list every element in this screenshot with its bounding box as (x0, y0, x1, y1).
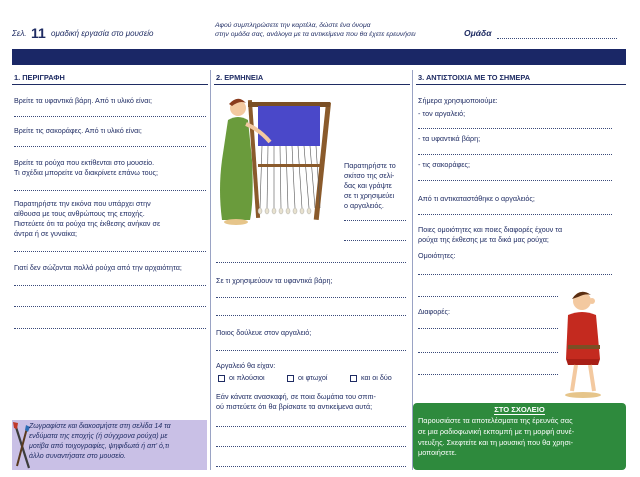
question-excavation (216, 392, 376, 412)
question-who-weaved: Ποιος δούλευε στον αργαλειό; (216, 328, 312, 337)
question-line: Εάν κάνατε ανασκαφή, σε ποια δωμάτια του σπιτι- (216, 392, 376, 401)
task-line: σε μια ραδιοφωνική εκπομπή με τη μορφή συνέ- (418, 426, 575, 436)
question-why-few-clothes: Γιατί δεν σώζονται πολλά ρούχα από την αρχαιότητα; (14, 263, 182, 272)
instruction-line: ο αργαλειός. (344, 201, 384, 210)
answer-line[interactable] (418, 214, 612, 215)
col2-heading: 2. ΕΡΜΗΝΕΙΑ (216, 73, 264, 82)
drawing-task-text (29, 422, 207, 462)
question-needles-material: Βρείτε τις σακοράφες. Από τι υλικό είναι; (14, 126, 142, 135)
answer-line[interactable] (216, 262, 406, 263)
similarities-label: Ομοιότητες: (418, 251, 456, 260)
answer-line[interactable] (418, 296, 558, 297)
question-line: Πιστεύετε ότι τα ρούχα της έκθεσης ανήκαν σε (14, 219, 161, 228)
today-item-loom: - τον αργαλειό; (418, 109, 466, 118)
answer-line[interactable] (344, 240, 406, 241)
question-men-women (14, 199, 160, 239)
answer-line[interactable] (14, 285, 206, 286)
answer-line[interactable] (418, 352, 558, 353)
sketch-instruction (344, 161, 396, 211)
option-both-label: και οι δύο (361, 373, 392, 382)
answer-line[interactable] (216, 426, 406, 427)
answer-line[interactable] (216, 350, 406, 351)
page-number: 11 (31, 25, 46, 41)
school-title-text: ΣΤΟ ΣΧΟΛΕΙΟ (494, 405, 545, 414)
answer-line[interactable] (14, 306, 206, 307)
answer-line[interactable] (14, 251, 206, 252)
question-loom-replaced: Από τι αντικαταστάθηκε ο αργαλειός; (418, 194, 535, 203)
answer-line[interactable] (216, 466, 406, 467)
school-task-text (418, 416, 624, 459)
question-weights-material: Βρείτε τα υφαντικά βάρη. Από τι υλικό είναι; (14, 96, 152, 105)
task-line: άλλο συναντήσατε στο μουσείο. (29, 453, 126, 460)
question-line: άντρα ή σε γυναίκα; (14, 229, 77, 238)
task-line: Ζωγραφίστε και διακοσμήστε στη σελίδα 14 τα (29, 423, 171, 430)
task-line: μοτίβα από τοιχογραφίες, ψηφιδωτά ή απ' ό,τι (29, 443, 170, 450)
instruction-line: στην ομάδα σας, ανάλογα με τα αντικείμενα που θα έχετε ερευνήσει (215, 30, 416, 38)
col3-rule (416, 84, 626, 85)
question-weights-use: Σε τι χρησιμεύουν τα υφαντικά βάρη; (216, 276, 333, 285)
answer-line[interactable] (14, 328, 206, 329)
header-bar (12, 49, 626, 65)
question-line: Παρατηρήστε την εικόνα που υπάρχει στην (14, 199, 151, 208)
option-both-checkbox[interactable] (350, 375, 357, 382)
today-item-needles: - τις σακοράφες; (418, 160, 470, 169)
question-similar-different (418, 225, 562, 245)
option-rich-label: οι πλούσιοι (229, 373, 265, 382)
instruction-line: σε τι χρησιμεύει (344, 191, 395, 200)
answer-line[interactable] (418, 274, 612, 275)
col3-heading: 3. ΑΝΤΙΣΤΟΙΧΙΑ ΜΕ ΤΟ ΣΗΜΕΡΑ (418, 73, 531, 82)
task-line: ενδύματα της εποχής (ή σύγχρονα ρούχα) με (29, 433, 168, 440)
column-divider (210, 70, 211, 470)
group-name-field[interactable] (497, 38, 617, 39)
answer-line[interactable] (344, 220, 406, 221)
col1-heading: 1. ΠΕΡΙΓΡΑΦΗ (14, 73, 65, 82)
option-poor-label: οι φτωχοί (298, 373, 328, 382)
answer-line[interactable] (418, 374, 558, 375)
col1-rule (12, 84, 208, 85)
question-line: Ποιες ομοιότητες και ποιες διαφορές έχουν τα (418, 225, 563, 234)
weaving-woman-illustration (216, 90, 340, 230)
question-line: αίθουσα με τους ανθρώπους της εποχής. (14, 209, 145, 218)
page-prefix: Σελ. (12, 29, 27, 38)
group-label: Ομάδα (464, 28, 492, 38)
differences-label: Διαφορές: (418, 307, 450, 316)
greek-boy-illustration (560, 287, 616, 400)
question-line: Βρείτε τα ρούχα που εκτίθενται στο μουσείο. (14, 158, 155, 167)
question-line: Τι σχέδια μπορείτε να διακρίνετε επάνω τους; (14, 168, 158, 177)
answer-line[interactable] (14, 146, 206, 147)
page-title: ομαδική εργασία στο μουσείο (51, 29, 154, 38)
answer-line[interactable] (216, 297, 406, 298)
answer-line[interactable] (216, 315, 406, 316)
today-item-weights: - τα υφαντικά βάρη; (418, 134, 481, 143)
question-line: ρούχα της έκθεσης με τα δικά μας ρούχα; (418, 235, 549, 244)
col2-rule (214, 84, 410, 85)
option-poor-checkbox[interactable] (287, 375, 294, 382)
question-clothes (14, 158, 158, 178)
answer-line[interactable] (418, 180, 612, 181)
answer-line[interactable] (418, 154, 612, 155)
today-intro: Σήμερα χρησιμοποιούμε: (418, 96, 498, 105)
answer-line[interactable] (216, 446, 406, 447)
header-instruction (215, 22, 455, 39)
task-line: Παρουσιάστε τα αποτελέσματα της έρευνάς σας (418, 416, 573, 425)
option-rich-checkbox[interactable] (218, 375, 225, 382)
instruction-line: Αφού συμπληρώσετε την καρτέλα, δώστε ένα όνομα (215, 22, 371, 29)
task-line: ντευξης. Σκεφτείτε και τη μουσική που θα χρησι- (418, 437, 574, 447)
instruction-line: Παρατηρήστε το (344, 161, 396, 170)
question-loom-owners: Αργαλειό θα είχαν: (216, 361, 276, 370)
instruction-line: σκίτσο της σελί- (344, 171, 395, 180)
answer-line[interactable] (14, 190, 206, 191)
school-title (413, 405, 626, 414)
answer-line[interactable] (418, 328, 558, 329)
answer-line[interactable] (14, 116, 206, 117)
question-line: ού πιστεύετε ότι θα βρίσκατε τα αντικείμενα αυτά; (216, 402, 373, 411)
answer-line[interactable] (418, 128, 612, 129)
task-line: μοποιήσετε. (418, 448, 457, 458)
instruction-line: δας και γράψτε (344, 181, 392, 190)
